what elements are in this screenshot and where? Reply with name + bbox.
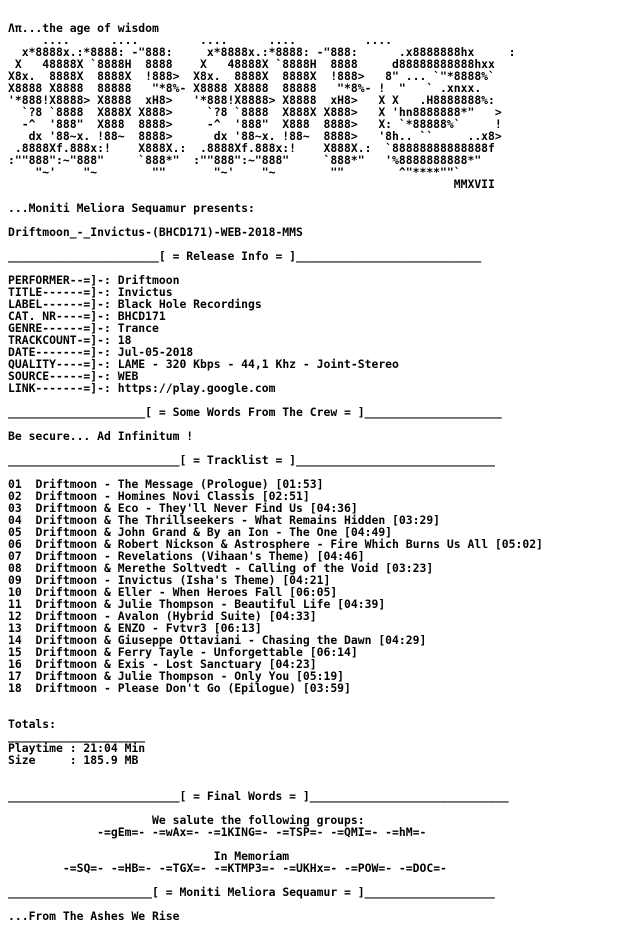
release-info-key: LABEL------=]-: [8, 297, 111, 311]
presents-line: ...Moniti Meliora Sequamur presents: [8, 201, 255, 215]
release-info-value: WEB [117, 369, 139, 383]
track-number: 11 [8, 597, 22, 611]
ascii-art-line: .8888Xf.888x:! X888X.: .8888Xf.888x:! X888X.: `88888888888888f [8, 141, 495, 155]
tracklist [8, 478, 640, 694]
release-info-key: GENRE------=]-: [8, 321, 111, 335]
section-title: [ = Moniti Meliora Sequamur = ] [152, 885, 365, 899]
release-info-value: Invictus [117, 285, 173, 299]
release-info-value: BHCD171 [117, 309, 166, 323]
ascii-art-line: x*8888x.:*8888: -"888: x*8888x.:*8888: -"888: .x8888888hx : [8, 45, 516, 59]
track-number: 16 [8, 657, 22, 671]
section-header-crew: ____________________[ = Some Words From The Crew = ]____________________ [8, 405, 502, 419]
track-number: 05 [8, 525, 22, 539]
totals-size: Size : 185.9 MB [8, 753, 139, 767]
track-number: 01 [8, 477, 22, 491]
tagline: Ʌπ...the age of wisdom [8, 21, 159, 35]
track-number: 08 [8, 561, 22, 575]
memoriam-groups: -=SQ=- -=HB=- -=TGX=- -=KTMP3=- -=UKHx=- -=POW=- -=DOC=- [62, 861, 447, 875]
release-info-key: SOURCE-----=]-: [8, 369, 111, 383]
track-title: Driftmoon & Julie Thompson - Beautiful Life [04:39] [35, 597, 386, 611]
ascii-art-line: .... .... .... .... .... [8, 33, 393, 47]
track-title: Driftmoon & John Grand & By an Ion - The One [04:49] [35, 525, 393, 539]
ascii-art-line: X8888 X8888 88888 "*8%- X8888 X8888 88888 "*8%- ! " ` .xnxx. [8, 81, 482, 95]
footer-text: ...From The Ashes We Rise [8, 909, 180, 923]
release-info-key: QUALITY----=]-: [8, 357, 111, 371]
totals-playtime: Playtime : 21:04 Min [8, 741, 146, 755]
ascii-art-logo [8, 34, 640, 190]
section-title: [ = Tracklist = ] [179, 453, 297, 467]
section-title: [ = Final Words = ] [179, 789, 310, 803]
ascii-art-line: "~' "~ "" "~' "~ "" ^"****""` [8, 165, 461, 179]
track-title: Driftmoon - Revelations (Vihaan's Theme) [04:46] [35, 549, 365, 563]
track-number: 13 [8, 621, 22, 635]
track-number: 04 [8, 513, 22, 527]
totals-label: Totals: [8, 717, 57, 731]
release-info-key: LINK-------=]-: [8, 381, 111, 395]
track-title: Driftmoon & Ferry Tayle - Unforgettable [06:14] [35, 645, 358, 659]
track-title: Driftmoon - Avalon (Hybrid Suite) [04:33] [35, 609, 317, 623]
track-number: 02 [8, 489, 22, 503]
track-title: Driftmoon & ENZO - Fvtvr3 [06:13] [35, 621, 262, 635]
track-title: Driftmoon & Exis - Lost Sanctuary [04:23] [35, 657, 317, 671]
release-info-value: https://play.google.com [117, 381, 276, 395]
release-info-key: DATE-------=]-: [8, 345, 111, 359]
track-title: Driftmoon & Julie Thompson - Only You [05:19] [35, 669, 345, 683]
release-info-value: Black Hole Recordings [117, 297, 262, 311]
ascii-art-line: '*888!X8888> X8888 xH8> '*888!X8888> X8888 xH8> X X .H8888888%: [8, 93, 495, 107]
release-info-key: TITLE------=]-: [8, 285, 111, 299]
release-info-key: PERFORMER--=]-: [8, 273, 111, 287]
track-title: Driftmoon - Please Don't Go (Epilogue) [03:59] [35, 681, 351, 695]
release-info-value: 18 [117, 333, 132, 347]
section-title: [ = Some Words From The Crew = ] [145, 405, 365, 419]
track-number: 10 [8, 585, 22, 599]
memoriam-title: In Memoriam [213, 849, 290, 863]
track-title: Driftmoon & Robert Nickson & Astrosphere - Fire Which Burns Us All [05:02] [35, 537, 543, 551]
ascii-art-line: :""888":~"888" `888*" :""888":~"888" `888*" '%8888888888*" [8, 153, 482, 167]
nfo-document: Ʌπ...the age of wisdom .... .... .... .... .... x*8888x.:*8888: -"888: x*8888x.:*8888: -"888: .x8888888hx : X 48888X `8888H 8888 X 48888X `8888H 8888 d88888888888hxx X8x. 8888X 8888X !888> X8x. 8888X 8888X !888> 8" ... `"*8888%` X8888 X8888 88888 "*8%- X8888 X8888 88888 "*8%- ! " ` .xnxx. '*888!X8888> X8888 xH8> '*888!X8888> X8888 xH8> X X .H8888888%: `?8 `8888 X888X X888> `?8 `8888 X888X X888> X 'hn8888888*" > -^ '888" X888 8888> -^ '888" X888 8888> X: `*88888%` ! dx '88~x. !88~ 8888> dx '88~x. !88~ 8888> '8h.. `` ..x8> .8888Xf.888x:! X888X.: .8888Xf.888x:! X888X.: `88888888888888f :""888":~"888" `888*" :""888":~"888" `888*" '%8888888888*" "~' "~ "" "~' "~ "" ^"****""` MMXVII ...Moniti Meliora Sequamur presents: Driftmoon_-_Invictus-(BHCD171)-WEB-2018-MMS ______________________[ = Release Info = ]___________________________ PERFORMER--=]-: Driftmoon TITLE------=]-: Invictus LABEL------=]-: Black Hole Recordings CAT. NR----=]-: BHCD171 GENRE------=]-: Trance TRACKCOUNT-=]-: 18 DATE-------=]-: Jul-05-2018 QUALITY----=]-: LAME - 320 Kbps - 44,1 Khz - Joint-Stereo SOURCE-----=]-: WEB LINK-------=]-: https://play.google.com ____________________[ = Some Words From The Crew = ]____________________ Be secure... Ad Infinitum ! _________________________[ = Tracklist = ]_____________________________ 01 Driftmoon - The Message (Prologue) [01:53] 02 Driftmoon - Homines Novi Classis [02:51] 03 Driftmoon & Eco - They'll Never Find Us [04:36] 04 Driftmoon & The Thrillseekers - What Remains Hidden [03:29] 05 Driftmoon & John Grand & By an Ion - The One [04:49] 06 Driftmoon & Robert Nickson & Astrosphere - Fire Which Burns Us All [05:02] 07 Driftmoon - Revelations (Vihaan's Theme) [04:46] 08 Driftmoon & Merethe Soltvedt - Calling of the Void [03:23] 09 Driftmoon - Invictus (Isha's Theme) [04:21] 10 Driftmoon & Eller - When Heroes Fall [06:05] 11 Driftmoon & Julie Thompson - Beautiful Life [04:39] 12 Driftmoon - Avalon (Hybrid Suite) [04:33] 13 Driftmoon & ENZO - Fvtvr3 [06:13] 14 Driftmoon & Giuseppe Ottaviani - Chasing the Dawn [04:29] 15 Driftmoon & Ferry Tayle - Unforgettable [06:14] 16 Driftmoon & Exis - Lost Sanctuary [04:23] 17 Driftmoon & Julie Thompson - Only You [05:19] 18 Driftmoon - Please Don't Go (Epilogue) [03:59] Totals: ____________________ Playtime : 21:04 Min Size : 185.9 MB _________________________[ = Final Words = ]_____________________________ We salute the following groups: -=gEm=- -=wAx=- -=1KING=- -=TSP=- -=QMI=- -=hM=- In Memoriam -=SQ=- -=HB=- -=TGX=- -=KTMP3=- -=UKHx=- -=POW=- -=DOC=- _____________________[ = Moniti Meliora Sequamur = ]___________________ ...From The Ashes We Rise [0, 0, 640, 934]
ascii-art-line: MMXVII [8, 177, 495, 191]
release-name: Driftmoon_-_Invictus-(BHCD171)-WEB-2018-MMS [8, 225, 303, 239]
track-title: Driftmoon & Merethe Soltvedt - Calling of the Void [03:23] [35, 561, 434, 575]
track-title: Driftmoon - Invictus (Isha's Theme) [04:21] [35, 573, 331, 587]
track-number: 17 [8, 669, 22, 683]
track-title: Driftmoon & Eco - They'll Never Find Us [04:36] [35, 501, 358, 515]
release-info-value: Jul-05-2018 [117, 345, 194, 359]
section-header-release-info: ______________________[ = Release Info = ]___________________________ [8, 249, 482, 263]
release-info-key: CAT. NR----=]-: [8, 309, 111, 323]
track-number: 14 [8, 633, 22, 647]
track-number: 03 [8, 501, 22, 515]
section-title: [ = Release Info = ] [158, 249, 297, 263]
salute-groups: -=gEm=- -=wAx=- -=1KING=- -=TSP=- -=QMI=- -=hM=- [97, 825, 427, 839]
track-number: 18 [8, 681, 22, 695]
section-header-tracklist: _________________________[ = Tracklist = ]_____________________________ [8, 453, 495, 467]
track-number: 15 [8, 645, 22, 659]
release-info-value: Trance [117, 321, 159, 335]
ascii-art-line: X 48888X `8888H 8888 X 48888X `8888H 8888 d88888888888hxx [8, 57, 495, 71]
release-info-list [8, 274, 640, 394]
track-number: 07 [8, 549, 22, 563]
release-info-value: Driftmoon [117, 273, 180, 287]
track-number: 12 [8, 609, 22, 623]
track-number: 06 [8, 537, 22, 551]
track-title: Driftmoon & The Thrillseekers - What Remains Hidden [03:29] [35, 513, 441, 527]
release-info-value: LAME - 320 Kbps - 44,1 Khz - Joint-Stereo [117, 357, 399, 371]
release-info-row [8, 382, 640, 394]
track-row [8, 682, 640, 694]
ascii-art-line: `?8 `8888 X888X X888> `?8 `8888 X888X X888> X 'hn8888888*" > [8, 105, 502, 119]
track-title: Driftmoon & Eller - When Heroes Fall [06:05] [35, 585, 338, 599]
track-number: 09 [8, 573, 22, 587]
section-header-final-words: _________________________[ = Final Words = ]_____________________________ [8, 789, 509, 803]
track-title: Driftmoon - Homines Novi Classis [02:51] [35, 489, 310, 503]
section-header-footer: _____________________[ = Moniti Meliora Sequamur = ]___________________ [8, 885, 495, 899]
track-title: Driftmoon & Giuseppe Ottaviani - Chasing the Dawn [04:29] [35, 633, 427, 647]
crew-words: Be secure... Ad Infinitum ! [8, 429, 194, 443]
ascii-art-line: X8x. 8888X 8888X !888> X8x. 8888X 8888X !888> 8" ... `"*8888%` [8, 69, 495, 83]
salute-line: We salute the following groups: [152, 813, 365, 827]
ascii-art-line: dx '88~x. !88~ 8888> dx '88~x. !88~ 8888> '8h.. `` ..x8> [8, 129, 502, 143]
track-title: Driftmoon - The Message (Prologue) [01:53] [35, 477, 324, 491]
release-info-key: TRACKCOUNT-=]-: [8, 333, 111, 347]
ascii-art-line: -^ '888" X888 8888> -^ '888" X888 8888> X: `*88888%` ! [8, 117, 502, 131]
